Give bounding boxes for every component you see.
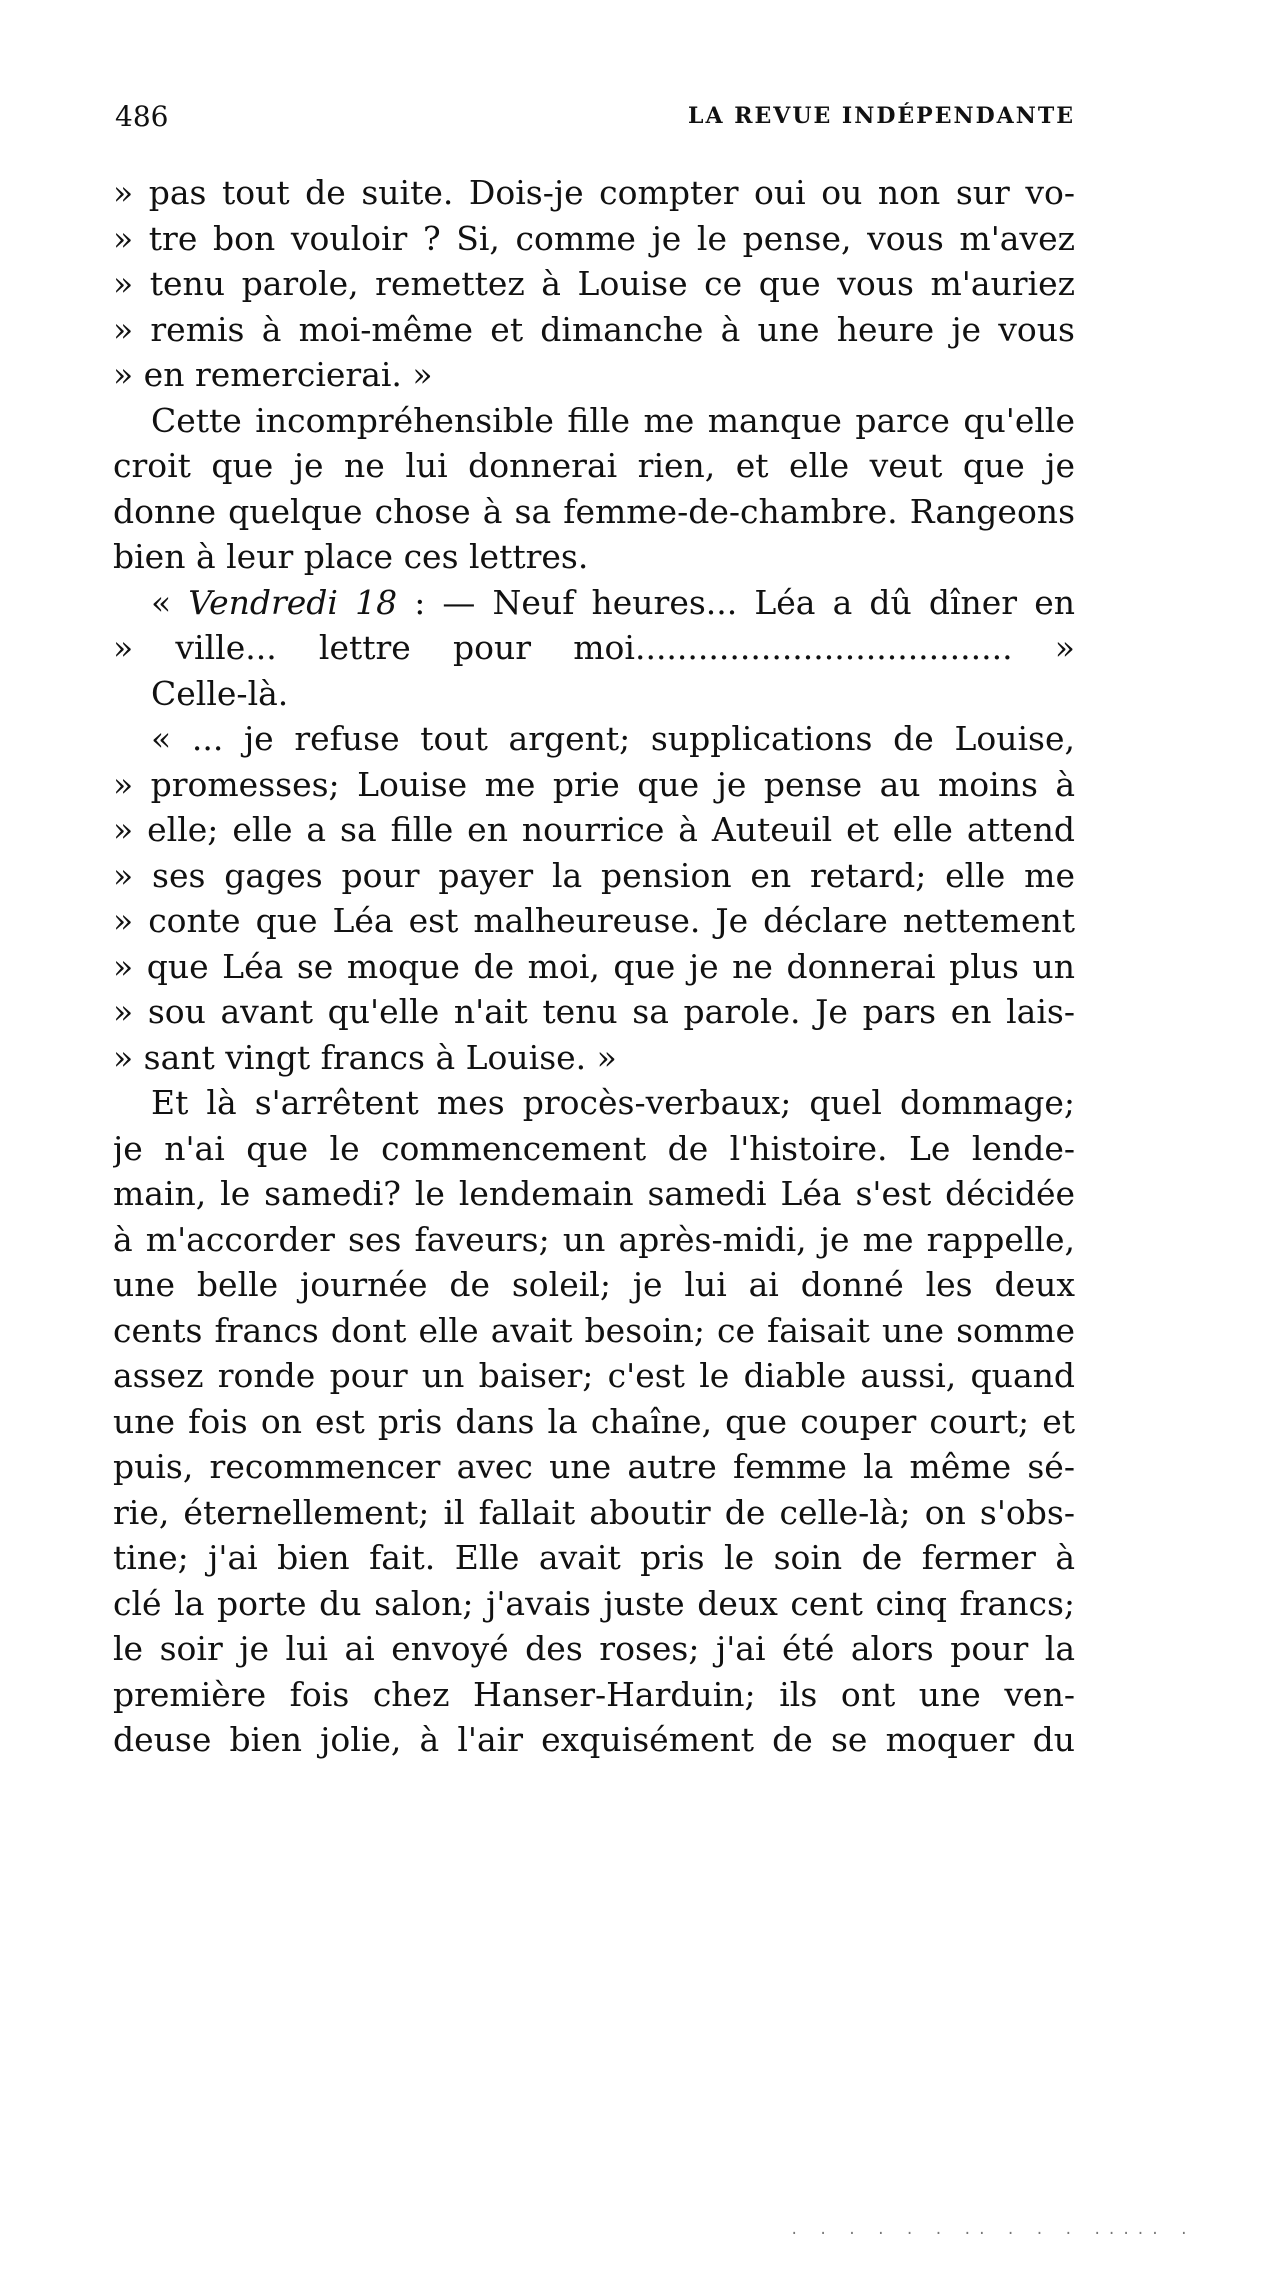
page-header [115,100,1075,140]
text-line: une belle journée de soleil; je lui ai donné les deux [113,1265,1075,1304]
text-line: » tre bon vouloir ? Si, comme je le pense, vous m'avez [113,218,1075,258]
text-line: le soir je lui ai envoyé des roses; j'ai été alors pour la [113,1629,1075,1668]
text-line: » elle; elle a sa fille en nourrice à Auteuil et elle attend [113,810,1075,849]
paragraph-first-line: Celle-là. [151,673,289,713]
text-line: » conte que Léa est malheureuse. Je déclare nettement [113,901,1075,940]
quote-first-line: « ... je refuse tout argent; supplications de Louise, [151,719,1075,758]
text-line: à m'accorder ses faveurs; un après-midi, je me rappelle, [113,1219,1075,1259]
text-line: clé la porte du salon; j'avais juste deux cent cinq francs; [113,1583,1075,1623]
text-line: » ses gages pour payer la pension en retard; elle me [113,855,1075,895]
text-line: rie, éternellement; il fallait aboutir de celle-là; on s'obs- [113,1492,1075,1532]
text-line: assez ronde pour un baiser; c'est le diable aussi, quand [113,1356,1075,1395]
text-line: » sou avant qu'elle n'ait tenu sa parole. Je pars en lais- [113,992,1075,1031]
paragraph-first-line: Et là s'arrêtent mes procès-verbaux; quel dommage; [151,1083,1075,1122]
text-line: » remis à moi-même et dimanche à une heure je vous [113,309,1075,349]
text-line: » sant vingt francs à Louise. » [113,1037,617,1077]
text-line: puis, recommencer avec une autre femme la même sé- [113,1447,1075,1486]
text-line: tine; j'ai bien fait. Elle avait pris le soin de fermer à [113,1538,1075,1577]
text-line: bien à leur place ces lettres. [113,537,589,576]
text-line: première fois chez Hanser-Harduin; ils ont une ven- [113,1674,1075,1714]
diary-date: Vendredi 18 [188,582,398,622]
body-text [113,170,1075,1763]
text-line: deuse bien jolie, à l'air exquisément de se moquer du [113,1720,1075,1759]
text-line: une fois on est pris dans la chaîne, que couper court; et [113,1401,1075,1441]
text-line: croit que je ne lui donnerai rien, et elle veut que je [113,446,1075,485]
text-line: » tenu parole, remettez à Louise ce que vous m'auriez [113,264,1075,303]
text-line: » promesses; Louise me prie que je pense au moins à [113,764,1075,804]
text-line: cents francs dont elle avait besoin; ce faisait une somme [113,1310,1075,1350]
quote-first-line: « Vendredi 18 : — Neuf heures... Léa a dû dîner en [151,582,1075,622]
running-head: LA REVUE INDÉPENDANTE [688,103,1075,129]
text-line: donne quelque chose à sa femme-de-chambre. Rangeons [113,491,1075,531]
text-line: je n'ai que le commencement de l'histoire. Le lende- [113,1128,1075,1168]
scan-specks: · · · · · · ·· · · · ····· · [790,2226,1195,2242]
paragraph-first-line: Cette incompréhensible fille me manque parce qu'elle [151,400,1075,440]
text-line: » que Léa se moque de moi, que je ne donnerai plus un [113,946,1075,986]
text-line: » pas tout de suite. Dois-je compter oui ou non sur vo- [113,173,1075,212]
text-line: » en remercierai. » [113,355,433,394]
text-line: » ville... lettre pour moi.................................... » [113,628,1075,667]
page-number: 486 [115,100,169,133]
text-line: main, le samedi? le lendemain samedi Léa s'est décidée [113,1174,1075,1213]
